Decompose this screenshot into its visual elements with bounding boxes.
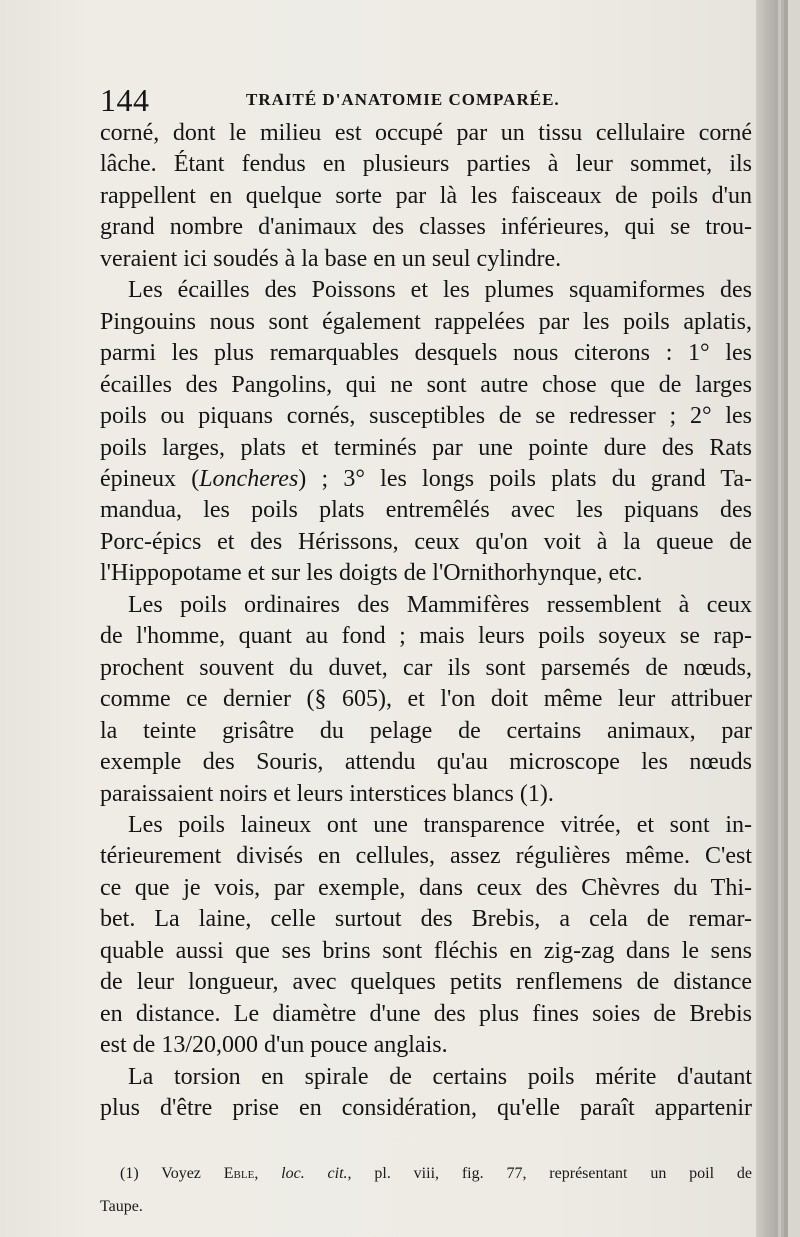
text-line: en distance. Le diamètre d'une des plus fines soies de Brebis	[100, 1000, 752, 1027]
text-line: de l'homme, quant au fond ; mais leurs poils soyeux se rap-	[100, 623, 752, 650]
text-line: corné, dont le milieu est occupé par un tissu cellulaire corné	[100, 120, 752, 146]
text-line: Pingouins nous sont également rappelées par les poils aplatis,	[100, 308, 752, 335]
text-line: La torsion en spirale de certains poils mérite d'autant	[128, 1063, 752, 1090]
text-line: Les poils laineux ont une transparence vitrée, et sont in-	[128, 811, 752, 838]
text-line: Les écailles des Poissons et les plumes squamiformes des	[128, 277, 752, 304]
text-line: paraissaient noirs et leurs interstices blancs (1).	[100, 780, 554, 807]
text-line: Porc-épics et des Hérissons, ceux qu'on voit à la queue de	[100, 528, 752, 555]
text-line: bet. La laine, celle surtout des Brebis, a cela de remar-	[100, 906, 752, 933]
text-line: térieurement divisés en cellules, assez régulières même. C'est	[100, 843, 752, 870]
text-line: poils larges, plats et terminés par une pointe dure des Rats	[100, 434, 752, 461]
text-line: mandua, les poils plats entremêlés avec les piquans des	[100, 497, 752, 524]
text-line	[100, 464, 752, 495]
text-line: comme ce dernier (§ 605), et l'on doit même leur attribuer	[100, 686, 752, 713]
text-line: écailles des Pangolins, qui ne sont autre chose que de larges	[100, 371, 752, 398]
footnote-line	[100, 1157, 752, 1190]
text-line: grand nombre d'animaux des classes inférieures, qui se trou-	[100, 214, 752, 241]
text-line: est de 13/20,000 d'un pouce anglais.	[100, 1032, 448, 1059]
paragraph-4	[100, 810, 752, 1062]
footnote-text: , pl. viii, fig. 77, représentant un poil de	[347, 1165, 753, 1182]
genus-name: Loncheres	[199, 465, 299, 492]
footnote	[100, 1157, 752, 1223]
paragraph-2	[100, 275, 752, 590]
text-line: lâche. Étant fendus en plusieurs parties à leur sommet, ils	[100, 151, 752, 178]
text-line: l'Hippopotame et sur les doigts de l'Ornithorhynque, etc.	[100, 560, 643, 587]
footnote-marker: (1) Voyez	[120, 1165, 224, 1182]
text-line: poils ou piquans cornés, susceptibles de se redresser ; 2° les	[100, 403, 752, 430]
footnote-reference: loc. cit.	[281, 1165, 348, 1182]
page-edge-shadow	[756, 0, 778, 1237]
text-line: parmi les plus remarquables desquels nous citerons : 1° les	[100, 340, 752, 367]
text-line: exemple des Souris, attendu qu'au microscope les nœuds	[100, 749, 752, 776]
text-line: plus d'être prise en considération, qu'elle paraît appartenir	[100, 1095, 752, 1122]
body-text	[100, 118, 752, 1125]
text-line: quable aussi que ses brins sont fléchis en zig-zag dans le sens	[100, 937, 752, 964]
paragraph-5	[100, 1062, 752, 1125]
footnote-author: Eble	[223, 1165, 255, 1182]
footnote-separator: ,	[254, 1165, 282, 1182]
text-line: de leur longueur, avec quelques petits renflemens de distance	[100, 969, 752, 996]
paragraph-1	[100, 118, 752, 275]
text-segment: épineux (	[100, 465, 200, 492]
running-head	[100, 82, 750, 118]
footnote-line: Taupe.	[100, 1198, 143, 1215]
text-line: Les poils ordinaires des Mammifères ressemblent à ceux	[128, 591, 752, 618]
text-segment: ) ; 3° les longs poils plats du grand Ta-	[298, 465, 752, 492]
text-line: rappellent en quelque sorte par là les faisceaux de poils d'un	[100, 182, 752, 209]
text-line: prochent souvent du duvet, car ils sont parsemés de nœuds,	[100, 654, 752, 681]
paragraph-3	[100, 590, 752, 810]
running-title: TRAITÉ D'ANATOMIE COMPARÉE.	[246, 90, 560, 109]
text-line: la teinte grisâtre du pelage de certains animaux, par	[100, 717, 752, 744]
page-number: 144	[100, 82, 150, 118]
text-line: veraient ici soudés à la base en un seul cylindre.	[100, 245, 562, 272]
text-line: ce que je vois, par exemple, dans ceux des Chèvres du Thi-	[100, 874, 752, 901]
